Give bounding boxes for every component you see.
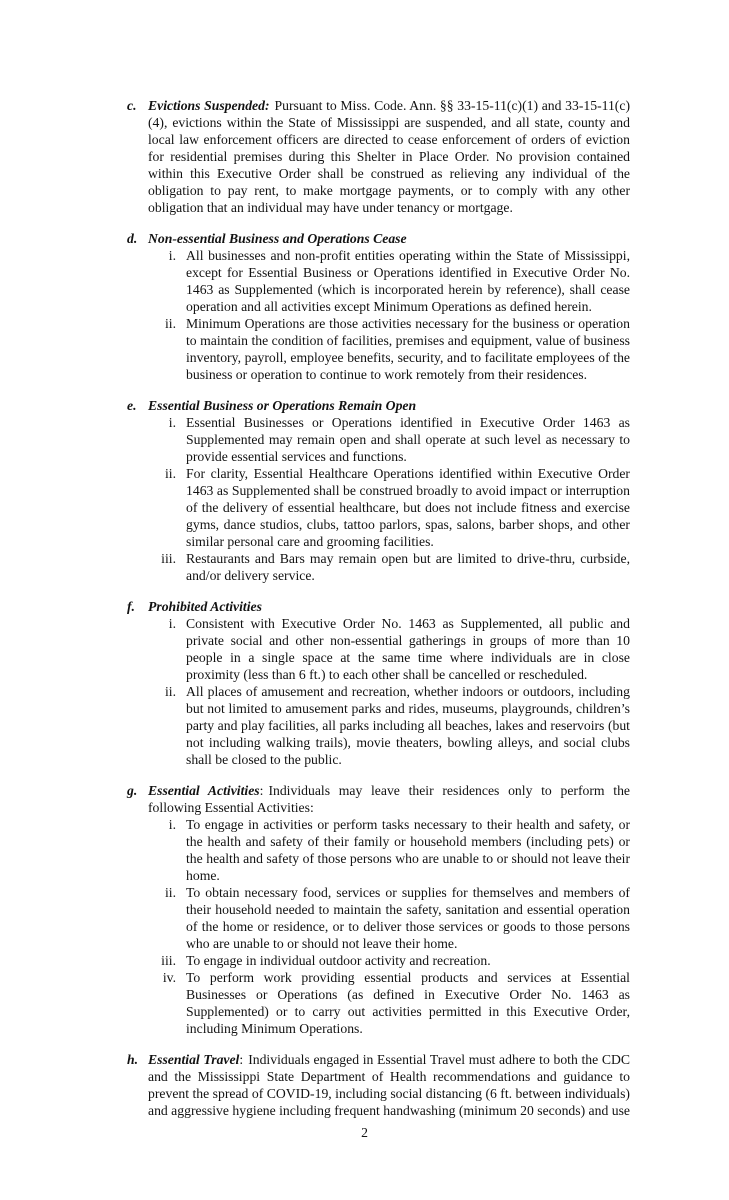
section-letter: g. — [127, 783, 138, 798]
list-item-numeral: i. — [168, 817, 176, 832]
section-heading: Essential Activities — [148, 783, 260, 798]
list-item-numeral: ii. — [164, 885, 176, 900]
list-item-numeral: ii. — [164, 684, 176, 699]
section-paragraph — [148, 97, 630, 216]
list-item-numeral: iii. — [161, 953, 176, 968]
list-item-numeral: iv. — [162, 970, 176, 985]
section-body — [148, 97, 630, 216]
list-item — [148, 247, 630, 315]
section-heading: Evictions Suspended: — [148, 98, 270, 113]
section-body — [148, 230, 630, 383]
list-item — [148, 884, 630, 952]
list-item-numeral: ii. — [164, 316, 176, 331]
list-item-text: Consistent with Executive Order No. 1463 as Supplemented, all public and private social and other non-essential gatherings in groups of more than 10 people in a single space at the same time where individuals are in close proximity (less than 6 ft.) to each other shall be cancelled or rescheduled. — [186, 616, 630, 682]
list-item-numeral: i. — [168, 616, 176, 631]
list-item-numeral: i. — [168, 248, 176, 263]
section-letter: f. — [127, 599, 135, 614]
section-body — [148, 598, 630, 768]
list-item-numeral: iii. — [161, 551, 176, 566]
list-item-text: Minimum Operations are those activities necessary for the business or operation to maintain the condition of facilities, premises and equipment, value of business inventory, payroll, employee benefits, security, and to facilitate employees of the business or operation to continue to work remotely from their residences. — [186, 316, 630, 382]
section-heading: Essential Business or Operations Remain Open — [148, 398, 417, 413]
list-item — [148, 952, 630, 969]
section-letter: d. — [127, 231, 138, 246]
list-item — [148, 615, 630, 683]
section-body — [148, 1051, 630, 1119]
list-item — [148, 816, 630, 884]
section-heading: Non-essential Business and Operations Cease — [148, 231, 407, 246]
list-item-text: For clarity, Essential Healthcare Operations identified within Executive Order 1463 as Supplemented shall be construed broadly to avoid impact or interruption of the delivery of essential healthcare, but does not include fitness and exercise gyms, dance studios, clubs, tattoo parlors, spas, salons, barber shops, and other similar personal care and grooming facilities. — [186, 466, 630, 549]
heading-colon: : — [259, 783, 264, 798]
list-item — [148, 414, 630, 465]
list-item-numeral: i. — [168, 415, 176, 430]
list-item-text: All businesses and non-profit entities operating within the State of Mississippi, except for Essential Business or Operations identified in Executive Order No. 1463 as Supplemented (which is incorporated herein by reference), shall cease operation and all activities except Minimum Operations as defined herein. — [186, 248, 630, 314]
list-item-text: Essential Businesses or Operations identified in Executive Order 1463 as Supplemented may remain open and shall operate at such level as necessary to provide essential services and functions. — [186, 415, 630, 464]
list-item-text: To engage in individual outdoor activity and recreation. — [186, 953, 491, 968]
section-essential-travel — [127, 1051, 630, 1119]
section-paragraph — [148, 1051, 630, 1119]
section-nonessential-business-cease — [127, 230, 630, 383]
section-paragraph — [148, 782, 630, 816]
list-item — [148, 550, 630, 584]
section-intro-text: Individuals may leave their residences only to perform the following Essential Activities: — [148, 783, 630, 815]
section-essential-business-remain-open — [127, 397, 630, 584]
list-item — [148, 465, 630, 550]
page-number: 2 — [361, 1125, 368, 1140]
section-prohibited-activities — [127, 598, 630, 768]
section-intro-text: Pursuant to Miss. Code. Ann. §§ 33-15-11(c)(1) and 33-15-11(c)(4), evictions within the State of Mississippi are suspended, and all state, county and local law enforcement officers are directed to cease enforcement of orders of eviction for residential premises during this Shelter in Place Order. No provision contained within this Executive Order shall be construed as relieving any individual of the obligation to pay rent, to make mortgage payments, or to comply with any other obligation that an individual may have under tenancy or mortgage. — [148, 98, 630, 215]
list-item — [148, 315, 630, 383]
list-item-text: To perform work providing essential products and services at Essential Businesses or Operations (as defined in Executive Order No. 1463 as Supplemented) or to carry out activities permitted in this Executive Order, including Minimum Operations. — [186, 970, 630, 1036]
section-evictions-suspended — [127, 97, 630, 216]
list-item-text: To engage in activities or perform tasks necessary to their health and safety, or the health and safety of their family or household members (including pets) or the health and safety of those persons who are unable to or should not leave their home. — [186, 817, 630, 883]
list-item-text: All places of amusement and recreation, whether indoors or outdoors, including but not limited to amusement parks and rides, museums, playgrounds, children’s party and play facilities, all parks including all beaches, lakes and reservoirs (but not including walking trails), movie theaters, bowling alleys, and social clubs shall be closed to the public. — [186, 684, 630, 767]
list-item-text: Restaurants and Bars may remain open but are limited to drive-thru, curbside, and/or delivery service. — [186, 551, 630, 583]
section-letter: h. — [127, 1052, 139, 1067]
section-body — [148, 782, 630, 1037]
section-heading: Prohibited Activities — [148, 599, 262, 614]
section-essential-activities — [127, 782, 630, 1037]
heading-colon: : — [239, 1052, 244, 1067]
section-letter: e. — [127, 398, 137, 413]
section-body — [148, 397, 630, 584]
list-item — [148, 969, 630, 1037]
section-letter: c. — [127, 98, 137, 113]
section-intro-text: Individuals engaged in Essential Travel must adhere to both the CDC and the Mississippi State Department of Health recommendations and guidance to prevent the spread of COVID-19, including social distancing (6 ft. between individuals) and aggressive hygiene including frequent handwashing (minimum 20 seconds) and use — [148, 1052, 630, 1118]
list-item — [148, 683, 630, 768]
section-heading: Essential Travel — [148, 1052, 240, 1067]
list-item-numeral: ii. — [164, 466, 176, 481]
list-item-text: To obtain necessary food, services or supplies for themselves and members of their household needed to maintain the safety, sanitation and essential operation of the home or residence, or to deliver those services or goods to those persons who are unable to or should not leave their home. — [186, 885, 630, 951]
